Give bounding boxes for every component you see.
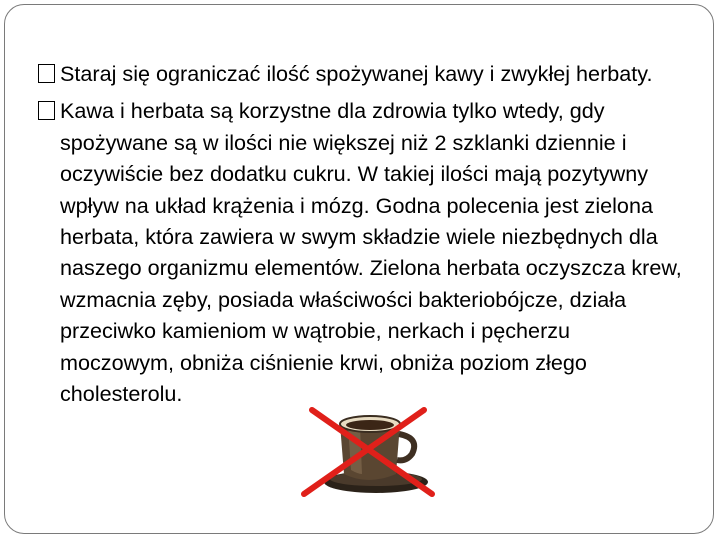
- crossed-out-coffee-cup-icon: [296, 402, 442, 498]
- bullet-text: Staraj się ograniczać ilość spożywanej kawy i zwykłej herbaty.: [60, 61, 653, 86]
- bullet-list: [38, 58, 688, 415]
- bullet-box-icon: [38, 101, 55, 120]
- bullet-text: Kawa i herbata są korzystne dla zdrowia tylko wtedy, gdy spożywane są w ilości nie większej niż 2 szklanki dziennie i oczywiście bez dodatku cukru. W takiej ilości mają pozytywny wpływ na układ krążenia i mózg. Godna polecenia jest zielona herbata, która zawiera w swym składzie wiele niezbędnych dla naszego organizmu elementów. Zielona herbata oczyszcza krew, wzmacnia zęby, posiada właściwości bakteriobójcze, działa przeciwko kamieniom w wątrobie, nerkach i pęcherzu moczowym, obniża ciśnienie krwi, obniża poziom złego cholesterolu.: [60, 98, 682, 407]
- bullet-item: [38, 95, 688, 409]
- bullet-item: [38, 58, 688, 89]
- bullet-box-icon: [38, 64, 55, 83]
